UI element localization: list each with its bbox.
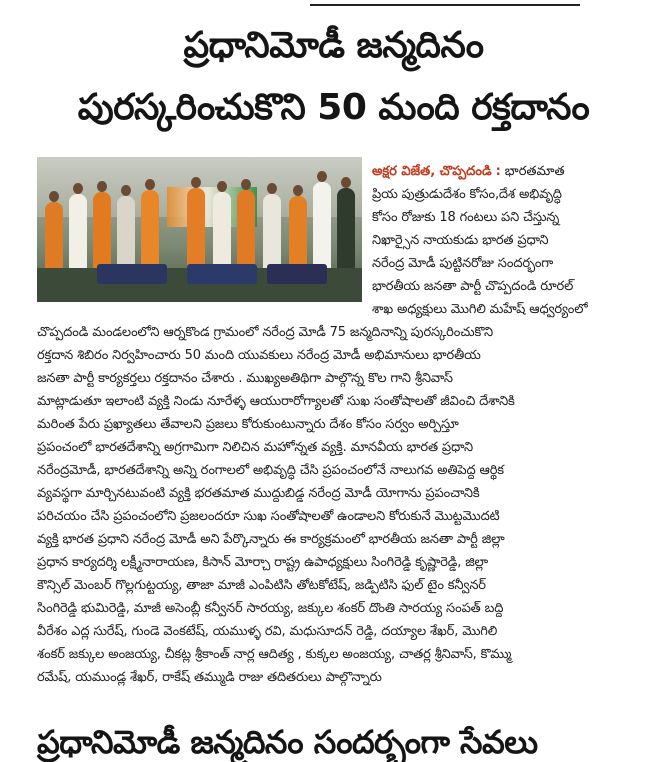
body-line: వ్యవస్థగా మార్చినటువంటి వ్యక్తి భరతమాత ముద్దుబిడ్డ నరేంద్ర మోడీ యోగాను ప్రపంచానికి xyxy=(37,486,480,501)
body-line: వ్యక్తి భారత ప్రధాని నరేంద్ర మోడీ అని పేర్కొన్నారు ఈ కార్యక్రమంలో భారతీయ జనతా పార్టీ జిల్లా xyxy=(37,532,505,547)
body-line: శంకర్ జక్కుల అంజయ్య, చీకట్ల శ్రీకాంత్ నార్ల ఆదిత్య , కుక్కల అంజయ్య, చాతర్ల శ్రీనివాస్, కొమ్ము xyxy=(37,647,512,662)
body-line: మరింత పేరు ప్రఖ్యాతలు తేవాలని ప్రజలు కోరుకుంటున్నారు దేశం కోసం సర్వం అర్పిస్తూ xyxy=(37,417,459,432)
byline-colon: : xyxy=(495,164,501,179)
body-line: నరేంద్ర మోడీ పుట్టినరోజు సందర్భంగా xyxy=(372,256,554,271)
byline-lead: భారతమాత xyxy=(504,164,565,179)
body-line: మాట్లాడుతూ ఇలాంటి వ్యక్తి నిండు నూరేళ్ళ ఆయురారోగ్యాలతో సుఖ సంతోషాలతో జీవించి దేశానికి xyxy=(37,394,515,409)
body-line: ప్రపంచంలో భారతదేశాన్ని అగ్రగామిగా నిలిచిన మహోన్నత వ్యక్తి. మానవీయ భారత ప్రధాని xyxy=(37,440,473,455)
body-line: కోసం రోజుకు 18 గంటలు పని చేస్తున్న xyxy=(372,210,560,225)
body-line: చొప్పదండి మండలంలోని ఆర్నకొండ గ్రామంలో నరేంద్ర మోడీ 75 జన్మదినాన్ని పురస్కరించుకొని xyxy=(37,325,494,340)
byline-row xyxy=(372,160,565,183)
body-line: వీరేశం ఎద్ల సురేష్, గుండె వెంకటేష్, యముళ్ళ రవి, మధుసూదన్ రెడ్డి, దయ్యాల శేఖర్, మొగిలి xyxy=(37,624,498,639)
body-line: రక్తదాన శిబిరం నిర్వహించారు 50 మంది యువకులు నరేంద్ర మోడీ అభిమానులు భారతీయ xyxy=(37,348,481,363)
body-line: శాఖ అధ్యక్షులు మొగిలి మహేష్ ఆధ్వర్యంలో xyxy=(372,302,588,317)
body-line: జనతా పార్టీ కార్యకర్తలు రక్తదానం చేశారు . ముఖ్యఅతిథిగా పాల్గొన్న కొల గాని శ్రీనివాస్ xyxy=(37,371,453,386)
headline-line-2: పురస్కరించుకొని 50 మంది రక్తదానం xyxy=(77,87,590,128)
news-photo xyxy=(37,157,362,302)
body-line: ప్రధాన కార్యదర్శి లక్ష్మీనారాయణ, కిసాన్ మోర్చా రాష్ట్ర ఉపాధ్యక్షులు సింగిరెడ్డి కృష్ణారెడ్డి, జిల్లా xyxy=(37,555,489,570)
body-line: నిఖార్సైన నాయకుడు భారత ప్రధాని xyxy=(372,233,549,248)
top-rule xyxy=(310,4,580,6)
body-line: సింగిరెడ్డి భుమిరెడ్డి, మాజీ అసెంబ్లీ కన్వీనర్ సారయ్య, జక్కుల శంకర్ దొంతి సారయ్య సంపత్ బద్ది xyxy=(37,601,504,616)
body-line: ప్రియ పుత్రుడుదేశం కోసం,దేశ అభివృద్ధి xyxy=(372,187,562,202)
body-line: పరిచయం చేసి ప్రపంచంలోని ప్రజలందరూ సుఖ సంతోషాలతో ఉండాలని కోరుకునే మొట్టమొదటి xyxy=(37,509,500,524)
body-line: కౌన్సిల్ మెంబర్ గొల్లగుట్టయ్య, తాజా మాజీ ఎంపిటిసి తోటకోటేష్, జడ్పిటిసి ఫుల్ టైం కన్వీనర్ xyxy=(37,578,486,593)
body-line: నరేంద్రమోడీ, భారతదేశాన్ని అన్ని రంగాలలో అభివృద్ధి చేసి ప్రపంచంలోనే నాలుగవ అతిపెద్ద ఆర్థిక xyxy=(37,463,504,478)
body-line: రమేష్, యముండ్ల శేఖర్, రాకేష్ తమ్ముడి రాజు తదితరులు పాల్గొన్నారు xyxy=(37,670,382,685)
byline-reporter: అక్షర విజేత, చొప్పదండి xyxy=(372,164,492,179)
next-headline-cropped xyxy=(37,722,627,761)
headline-line-1: ప్రధానిమోడీ జన్మదినం xyxy=(183,25,484,66)
next-headline: ప్రధానిమోడీ జన్మదినం సందర్భంగా సేవలు xyxy=(37,723,538,761)
body-line: భారతీయ జనతా పార్టీ చొప్పదండి రూరల్ xyxy=(372,279,574,294)
